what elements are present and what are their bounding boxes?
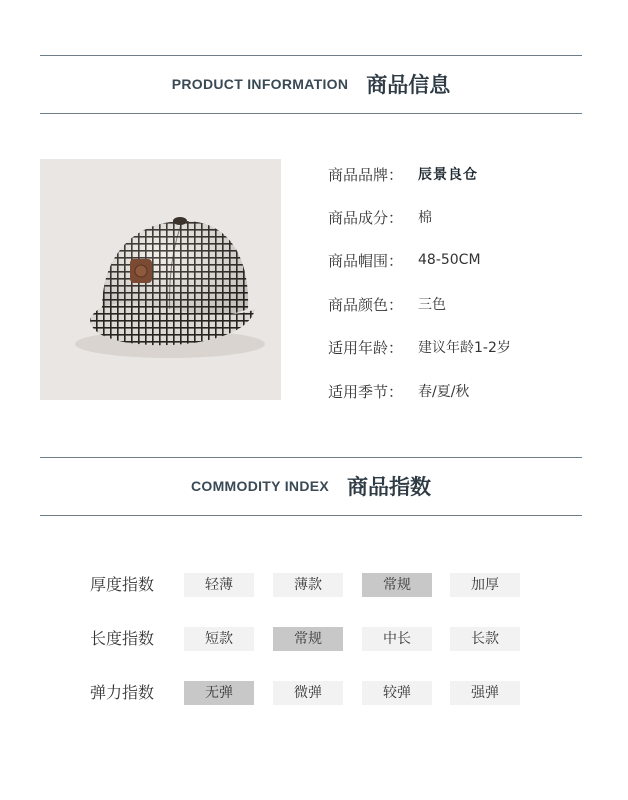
index-label-length: 长度指数 [90, 629, 155, 648]
info-key: 适用年龄： [328, 338, 404, 357]
index-option-length: 长款 [450, 627, 520, 651]
info-key: 商品品牌： [328, 165, 404, 184]
info-row-age [328, 335, 511, 359]
commodity-index-title-cn: 商品指数 [347, 475, 432, 499]
info-value: 48-50CM [418, 252, 481, 268]
product-info-header [40, 70, 582, 98]
info-value: 三色 [418, 297, 446, 313]
divider-info-bottom [40, 113, 582, 114]
info-row-circumference [328, 248, 481, 272]
info-row-material [328, 205, 432, 229]
info-value: 棉 [418, 210, 432, 226]
commodity-index-title-en: COMMODITY INDEX [190, 478, 330, 494]
index-option-elasticity: 无弹 [184, 681, 254, 705]
index-option-thickness: 常规 [362, 573, 432, 597]
index-option-length: 常规 [273, 627, 343, 651]
divider-top [40, 55, 582, 56]
index-option-length: 短款 [184, 627, 254, 651]
divider-index-bottom [40, 515, 582, 516]
index-label-thickness: 厚度指数 [90, 575, 155, 594]
index-label-elasticity: 弹力指数 [90, 683, 155, 702]
info-key: 商品颜色： [328, 295, 404, 314]
info-key: 商品帽围： [328, 251, 404, 270]
index-option-thickness: 加厚 [450, 573, 520, 597]
info-key: 适用季节： [328, 382, 404, 401]
product-photo [40, 159, 281, 400]
index-option-thickness: 薄款 [273, 573, 343, 597]
info-key: 商品成分： [328, 208, 404, 227]
info-value: 建议年龄1-2岁 [418, 340, 511, 356]
commodity-index-header [40, 472, 582, 500]
divider-index-top [40, 457, 582, 458]
index-option-elasticity: 强弹 [450, 681, 520, 705]
info-row-brand [328, 162, 478, 186]
info-row-season [328, 379, 469, 403]
product-info-title-cn: 商品信息 [366, 73, 451, 97]
brand-logo-text: 辰景良仓 [418, 167, 478, 183]
info-value: 春/夏/秋 [418, 384, 470, 400]
product-info-title-en: PRODUCT INFORMATION [171, 76, 349, 92]
index-option-elasticity: 较弹 [362, 681, 432, 705]
index-option-thickness: 轻薄 [184, 573, 254, 597]
info-row-color [328, 292, 446, 316]
index-option-length: 中长 [362, 627, 432, 651]
index-option-elasticity: 微弹 [273, 681, 343, 705]
plaid-cap-image [40, 159, 281, 400]
